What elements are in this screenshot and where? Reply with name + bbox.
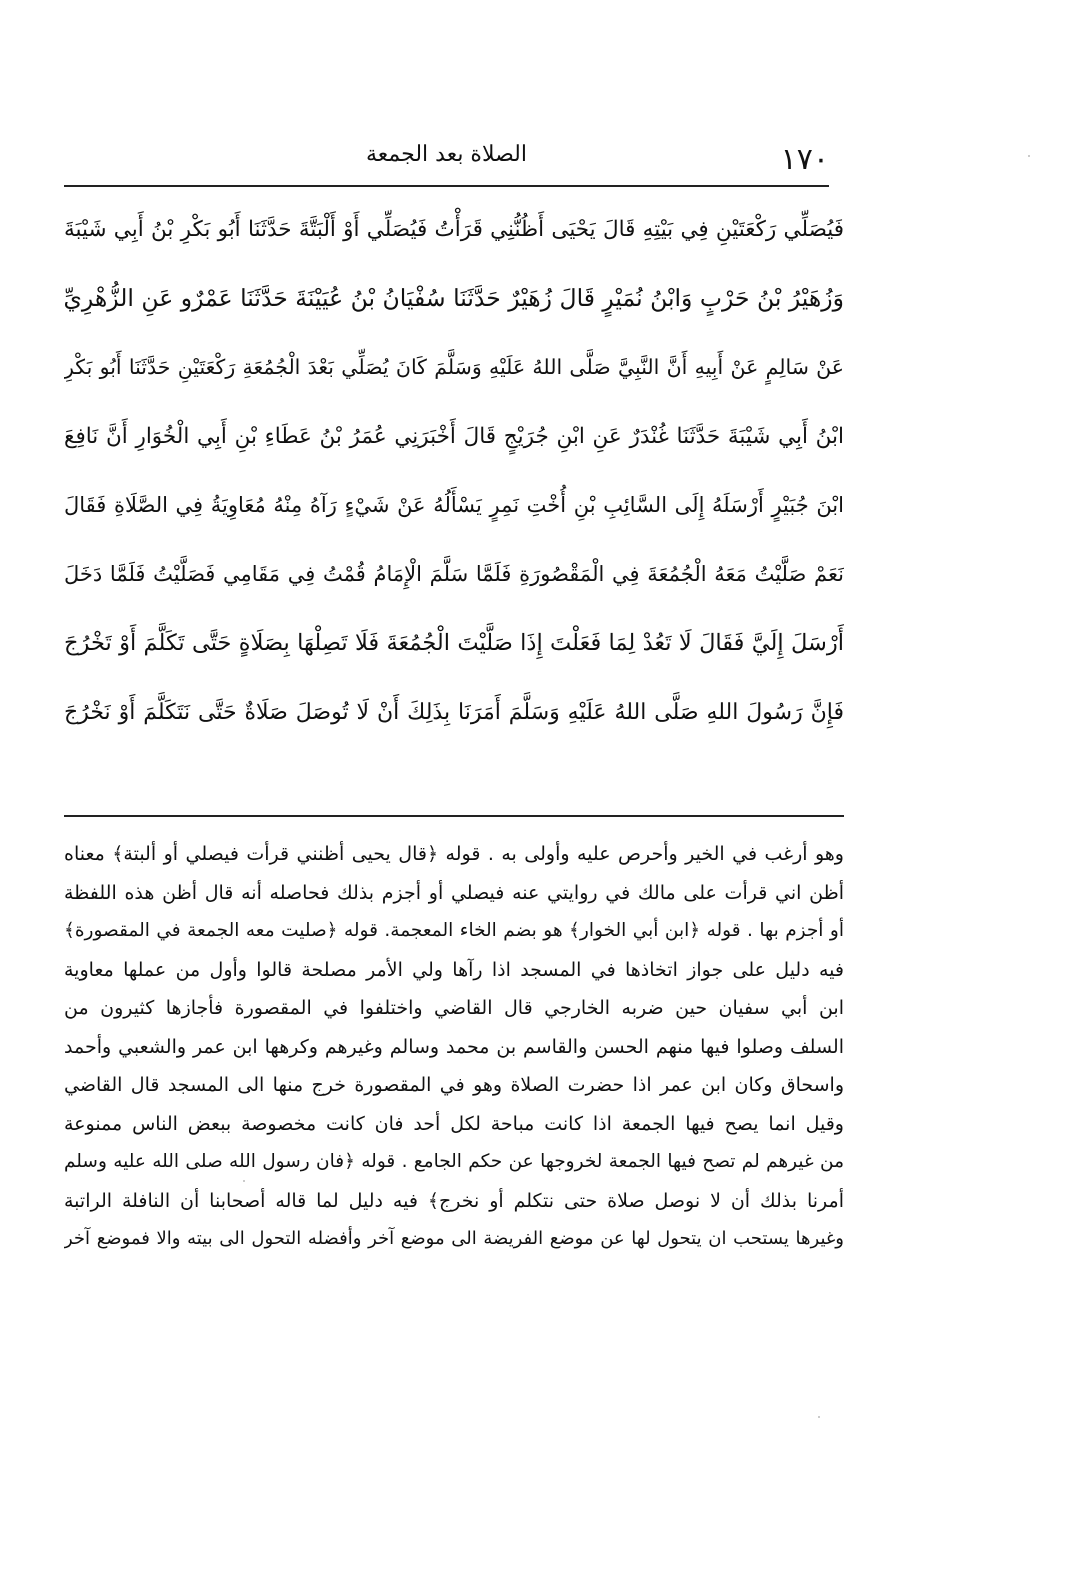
page-number: ١٧٠ [780,142,829,177]
commentary-line: أو أجزم بها . قوله ﴿ابن أبي الخوار﴾ هو بضم الخاء المعجمة. قوله ﴿صليت معه الجمعة في المقصورة﴾ [64,920,844,941]
header-rule [64,185,829,187]
commentary-line: واسحاق وكان ابن عمر اذا حضرت الصلاة وهو في المقصورة خرج منها الى المسجد قال القاضي [64,1074,844,1096]
commentary-text [64,835,844,1259]
commentary-line: ابن أبي سفيان حين ضربه الخارجي قال القاضي واختلفوا في المقصورة فأجازها كثيرون من [64,997,844,1019]
main-text-line: وَزُهَيْرُ بْنُ حَرْبٍ وَابْنُ نُمَيْرٍ قَالَ زُهَيْرٌ حَدَّثَنَا سُفْيَانُ بْنُ عُيَيْنَةَ حَدَّثَنَا عَمْرٌو عَنِ الزُّهْرِيِّ [64,284,844,312]
commentary-line: السلف وصلوا فيها منهم الحسن والقاسم بن محمد وسالم وغيرهم وكرهها ابن عمر والشعبي وأحمد [64,1035,844,1058]
commentary-line: من غيرهم لم تصح فيها الجمعة لخروجها عن حكم الجامع . قوله ﴿فان رسول الله صلى الله عليه وسلم [64,1151,844,1172]
commentary-line: فيه دليل على جواز اتخاذها في المسجد اذا رآها ولي الأمر مصلحة قالوا وأول من عملها معاوية [64,958,844,981]
section-divider-rule [64,815,844,817]
paper-speck [818,1416,820,1418]
main-text-line: ابْنَ جُبَيْرٍ أَرْسَلَهُ إِلَى السَّائِبِ بْنِ أُخْتِ نَمِرٍ يَسْأَلُهُ عَنْ شَيْءٍ رَآهُ مِنْهُ مُعَاوِيَةُ فِي الصَّلَاةِ فَقَالَ [64,493,844,517]
main-text-line: أَرْسَلَ إِلَيَّ فَقَالَ لَا تَعُدْ لِمَا فَعَلْتَ إِذَا صَلَّيْتَ الْجُمُعَةَ فَلَا تَصِلْهَا بِصَلَاةٍ حَتَّى تَكَلَّمَ أَوْ تَخْرُجَ [64,630,844,656]
commentary-line: أمرنا بذلك أن لا نوصل صلاة حتى نتكلم أو نخرج﴾ فيه دليل لما قاله أصحابنا أن النافلة الراتبة [64,1189,844,1212]
commentary-line: وقيل انما يصح فيها الجمعة اذا كانت مباحة لكل أحد فان كانت مخصوصة ببعض الناس ممنوعة [64,1112,844,1135]
hadith-text [64,195,844,747]
main-text-line: فَيُصَلِّي رَكْعَتَيْنِ فِي بَيْتِهِ قَالَ يَحْيَى أَظُنُّنِي قَرَأْتُ فَيُصَلِّي أَوْ أَلْبَتَّةَ حَدَّثَنَا أَبُو بَكْرِ بْنُ أَبِي شَيْبَةَ [64,217,844,242]
paper-speck [243,1180,245,1182]
commentary-line: وهو أرغب في الخير وأحرص عليه وأولى به . قوله ﴿قال يحيى أظنني قرأت فيصلي أو ألبتة﴾ معناه [64,843,844,865]
main-text-line: نَعَمْ صَلَّيْتُ مَعَهُ الْجُمُعَةَ فِي الْمَقْصُورَةِ فَلَمَّا سَلَّمَ الْإِمَامُ قُمْتُ فِي مَقَامِي فَصَلَّيْتُ فَلَمَّا دَخَلَ [64,562,844,586]
running-title: الصلاة بعد الجمعة [366,142,527,167]
commentary-line: وغيرها يستحب ان يتحول لها عن موضع الفريضة الى موضع آخر وأفضله التحول الى بيته والا فموضع آخر [64,1228,844,1249]
main-text-line: ابْنُ أَبِي شَيْبَةَ حَدَّثَنَا غُنْدَرٌ عَنِ ابْنِ جُرَيْجٍ قَالَ أَخْبَرَنِي عُمَرُ بْنُ عَطَاءِ بْنِ أَبِي الْخُوَارِ أَنَّ نَافِعَ [64,424,844,449]
commentary-line: أظن اني قرأت على مالك في روايتي عنه فيصلي أو أجزم بذلك فحاصله أنه قال أظن هذه اللفظة [64,881,844,904]
main-text-line: عَنْ سَالِمٍ عَنْ أَبِيهِ أَنَّ النَّبِيَّ صَلَّى اللهُ عَلَيْهِ وَسَلَّمَ كَانَ يُصَلِّي بَعْدَ الْجُمُعَةِ رَكْعَتَيْنِ حَدَّثَنَا أَبُو بَكْرِ [64,355,844,379]
paper-speck [1028,155,1030,157]
page-header [64,140,829,180]
main-text-line: فَإِنَّ رَسُولَ اللهِ صَلَّى اللهُ عَلَيْهِ وَسَلَّمَ أَمَرَنَا بِذَلِكَ أَنْ لَا تُوصَلَ صَلَاةٌ حَتَّى نَتَكَلَّمَ أَوْ نَخْرُجَ [64,700,844,725]
